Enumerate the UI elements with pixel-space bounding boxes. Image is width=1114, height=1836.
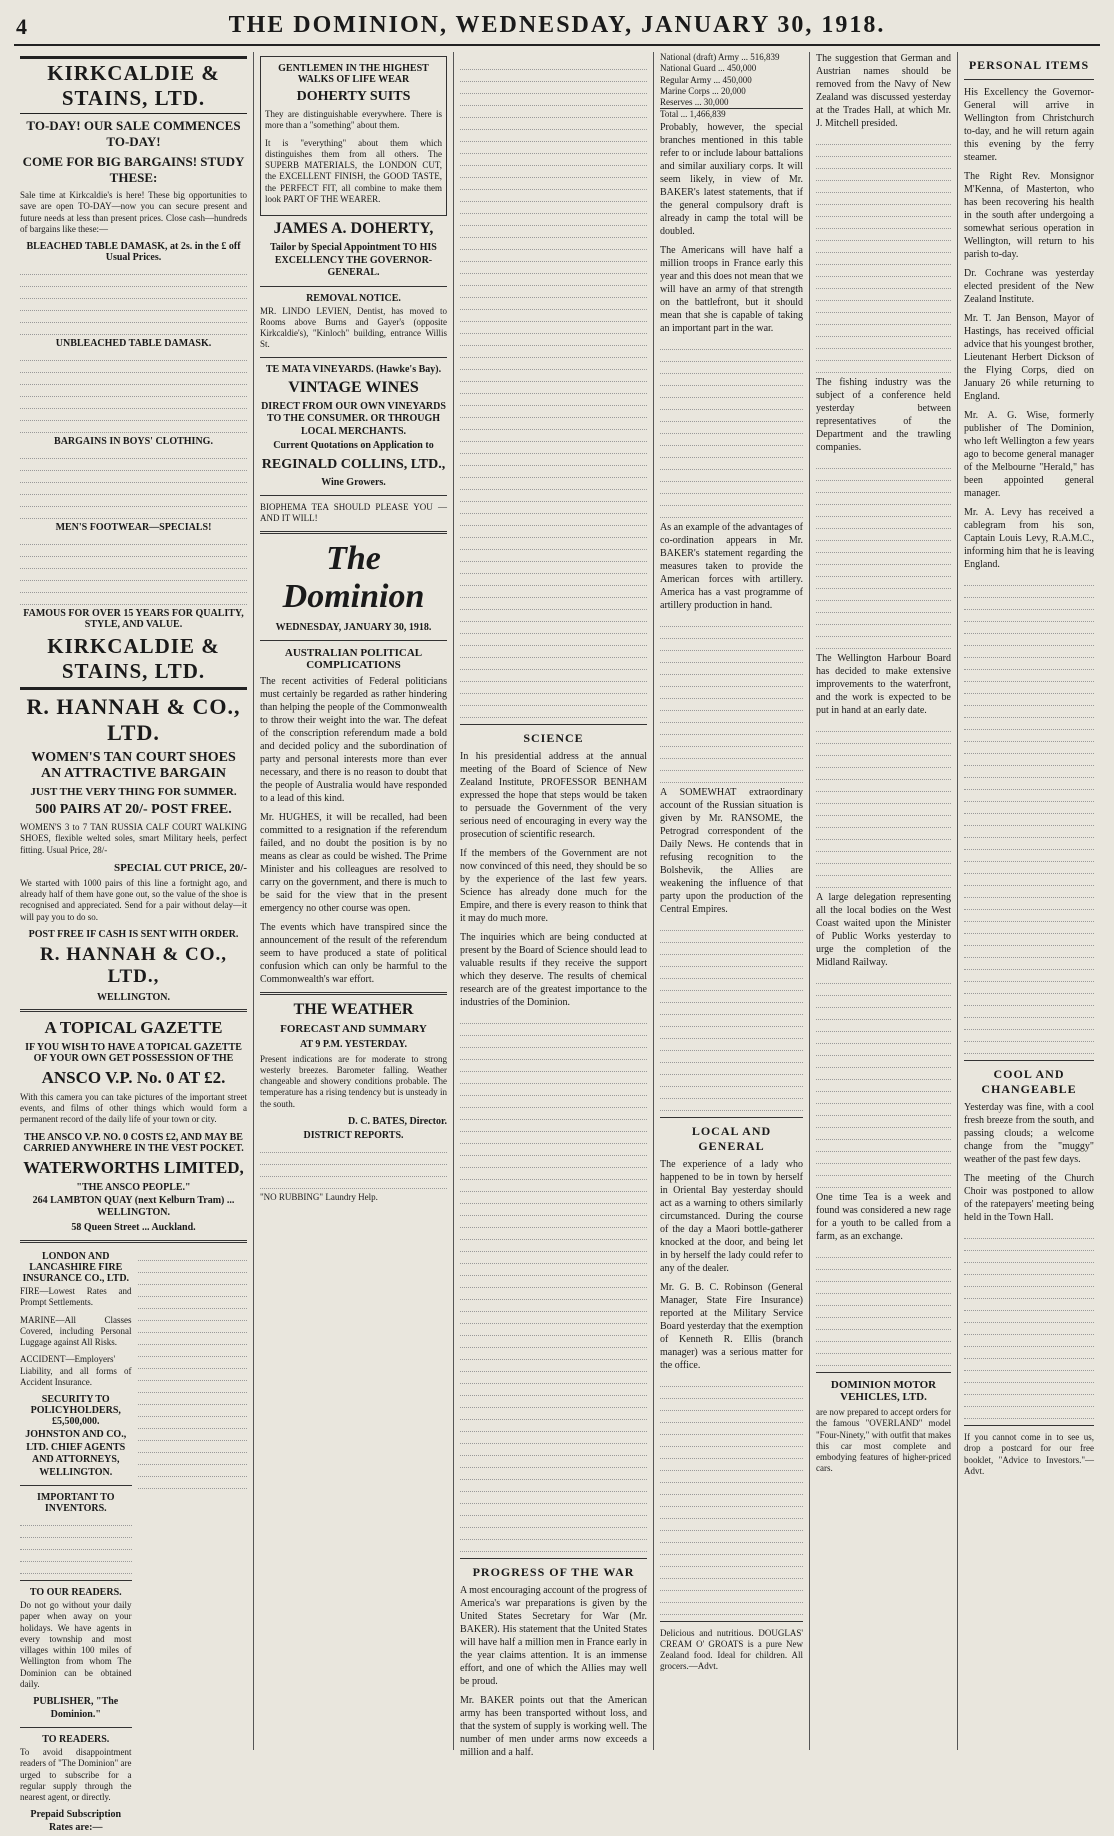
readers-2-text: To avoid disappointment readers of "The Dominion" are urged to subscribe for a regular supply through the nearest agent, or directly. [20,1747,132,1802]
tea-ad: BIOPHEMA TEA SHOULD PLEASE YOU —AND IT WILL! [260,502,447,524]
readers-title: TO OUR READERS. [29,1587,122,1598]
science-text-2: If the members of the Government are not now convinced of this need, they should be so by the experience of the last few years. Science has already done much for the Empire, and there is every reason to think that it may do much more. [460,848,647,924]
personal-text-6: Mr. A. Levy has received a cablegram from his son, Captain Louis Levy, R.A.M.C., informing him that he is leaving England. [964,507,1094,570]
subscription-rates: Prepaid Subscription Rates are:— [30,1809,122,1833]
progress-title: PROGRESS OF THE WAR [472,1565,635,1579]
vineyards: TE MATA VINEYARDS. (Hawke's Bay). [265,363,442,375]
doherty-text-2: It is "everything" about them which distinguishes them from all others. The SUPERB MATERIALS, the LONDON CUT, the EXCELLENT FINISH, the GOOD TASTE, the PERFECT FIT, all combine to make them look PART OF THE WEARER. [265,137,442,204]
waterworths-title: WATERWORTHS LIMITED, [23,1157,244,1177]
col4-text-4: A SOMEWHAT extraordinary account of the Russian situation is given by Mr. RANSOME, the Petrograd correspondent of the Daily News. He contends that in refusing recognition to the Bolshevik, the Allies are weakening the influence of that party upon the production of the Central Empires. [660,786,803,915]
hannah-sub: JUST THE VERY THING FOR SUMMER. [30,786,237,798]
removal-text: MR. LINDO LEVIEN, Dentist, has moved to Rooms above Burns and Gayer's (opposite Kirkcaldie's), "Kinloch" building, entrance Willis St. [260,305,447,350]
no-rubbing: "NO RUBBING" Laundry Help. [260,1192,378,1203]
table-row: Total ... 1,466,839 [660,108,803,120]
hannah-pairs: 500 PAIRS AT 20/- POST FREE. [35,802,232,817]
col4-text-3: As an example of the advantages of co-ordination appears in Mr. BAKER's statement regarding the measures taken to provide the American forces with artillery. America has a vast programme of artillery production in hand. [660,521,803,611]
column-1 [14,52,254,1833]
dominion-logo: The Dominion [282,539,425,615]
local-text-2: Mr. G. B. C. Robinson (General Manager, State Fire Insurance) reported at the Military Service Board yesterday that the exemption of Kenneth R. Ellis (branch manager) was a serious matter for the office. [660,1281,803,1371]
hannah-title-2: R. HANNAH & CO., LTD., [40,943,227,987]
ansco-line: ANSCO V.P. No. 0 AT £2. [41,1067,226,1087]
column-6 [958,52,1100,1750]
cocoa-ad: Delicious and nutritious. DOUGLAS' CREAM O' GROATS is a pure New Zealand food. Ideal for children. All grocers.—Advt. [660,1627,803,1672]
cool-text-2: The meeting of the Church Choir was postponed to allow of the ratepayers' meeting being held in the Town Hall. [964,1173,1094,1223]
motor-title: DOMINION MOTOR VEHICLES, LTD. [830,1379,937,1403]
waterworths-address-2: 58 Queen Street ... Auckland. [71,1221,196,1233]
kirkcaldie-sub-4: MEN'S FOOTWEAR—SPECIALS! [55,522,212,533]
column-4 [654,52,810,1750]
ansco-text-2: THE ANSCO V.P. NO. 0 COSTS £2, AND MAY BE CARRIED ANYWHERE IN THE VEST POCKET. [23,1131,244,1154]
table-row: Regular Army ... 450,000 [660,74,752,85]
weather-sign: D. C. BATES, Director. [348,1115,447,1127]
column-5 [810,52,958,1750]
reginald-collins: REGINALD COLLINS, LTD., [261,456,446,472]
insurance-title: LONDON AND LANCASHIRE FIRE INSURANCE CO., LTD. [22,1251,130,1284]
col5-text-3: The Wellington Harbour Board has decided to make extensive improvements to the waterfront, and the work is expected to be put in hand at an early date. [816,653,951,716]
doherty-text: They are distinguishable everywhere. There is more than a "something" about them. [265,109,442,131]
hannah-title: R. HANNAH & CO., LTD. [26,694,241,745]
army-table [660,52,803,121]
personal-text-5: Mr. A. G. Wise, formerly publisher of The Dominion, who left Wellington a few years ago to become general manager of the Melbourne "Herald," has been appointed general manager. [964,410,1094,499]
col5-text-5: One time Tea is a week and found was considered a new rage for a youth to be called from a farm, as an exchange. [816,1192,951,1242]
progress-text: A most encouraging account of the progress of America's war preparations is given by the United States Secretary for War (Mr. BAKER). His statement that the United States will have half a million men in France early in the year claims attention. It is an immense effort, and one of which the Allies may well be proud. [460,1585,647,1687]
table-row: Reserves ... 30,000 [660,97,729,107]
progress-text-2: Mr. BAKER points out that the American army has been transported without loss, and that the system of supply is working well. The number of men under arms now exceeds a million and a half. [460,1695,647,1758]
col4-text-2: The Americans will have half a million troops in France early this year and this does not mean that we will have an army of that strength on the battlefront, but it should mean that she is capable of taking an important part in the war. [660,244,804,334]
vintage-text: DIRECT FROM OUR OWN VINEYARDS TO THE CONSUMER. OR THROUGH LOCAL MERCHANTS. [261,400,446,437]
kirkcaldie-headline-1: TO-DAY! OUR SALE COMMENCES TO-DAY! [26,118,241,149]
waterworths-address: 264 LAMBTON QUAY (next Kelburn Tram) ... WELLINGTON. [32,1194,235,1218]
inventors-title: IMPORTANT TO INVENTORS. [36,1492,115,1514]
kirkcaldie-title: KIRKCALDIE & STAINS, LTD. [20,56,247,114]
cool-changeable-title: COOL AND CHANGEABLE [981,1067,1077,1096]
weather-sub: FORECAST AND SUMMARY [280,1023,427,1035]
kirkcaldie-headline-2: COME FOR BIG BARGAINS! STUDY THESE: [22,154,245,185]
local-general-title: LOCAL AND GENERAL [691,1123,772,1153]
district-reports: DISTRICT REPORTS. [303,1130,404,1142]
masthead [14,10,1100,46]
topical-title: A TOPICAL GAZETTE [44,1017,223,1037]
readers-text: Do not go without your daily paper when away on your holidays. We have agents in every township and most villages within 100 miles of Wellington from whom The Dominion can be obtained daily. [20,1600,132,1689]
weather-time: AT 9 P.M. YESTERDAY. [299,1039,408,1050]
local-text: The experience of a lady who happened to be in town by herself in Oriental Bay yesterday should act as a warning to others similarly circumstanced. During the course of the day a Maori bottle-gatherer knocked at the door, and being let in by herself the lady could refer to any of the dealer. [660,1158,803,1274]
science-title: SCIENCE [523,731,584,745]
hannah-text: WOMEN'S 3 to 7 TAN RUSSIA CALF COURT WALKING SHOES, flexible welted soles, smart Military heels, perfect fitting. Usual Price, 28/- [20,822,247,855]
topical-text: IF YOU WISH TO HAVE A TOPICAL GAZETTE OF YOUR OWN GET POSSESSION OF THE [25,1041,242,1064]
personal-text-3: Dr. Cochrane was yesterday elected president of the New Zealand Institute. [964,268,1094,305]
kirkcaldie-footer: FAMOUS FOR OVER 15 YEARS FOR QUALITY, STYLE, AND VALUE. [23,608,244,630]
table-row: National Guard ... 450,000 [660,63,757,74]
personal-text-2: The Right Rev. Monsignor M'Kenna, of Masterton, who has been recovering his health in the south after undergoing a somewhat serious operation in Wellington, will return to his parish to-day. [964,171,1094,260]
cool-text: Yesterday was fine, with a cool fresh breeze from the south, and passing clouds; a welcome change from the "muggy" weather of the past few days. [964,1102,1094,1165]
personal-text: His Excellency the Governor-General will arrive in Wellington from Christchurch to-day, and he will return again this evening by the ferry steamer. [964,87,1094,163]
price-lists: Current Quotations on Application to [273,440,434,451]
vintage-wines: VINTAGE WINES [288,378,419,396]
science-text-3: The inquiries which are being conducted at present by the Board of Science should lead to valuable results if they receive the support which they deserve. The results of chemical research are of the greatest importance to the industries of the Dominion. [460,932,647,1008]
hannah-headline: WOMEN'S TAN COURT SHOES AN ATTRACTIVE BARGAIN [31,750,236,781]
james-doherty: JAMES A. DOHERTY, [273,220,434,237]
kirkcaldie-sub-2: UNBLEACHED TABLE DAMASK. [55,338,212,349]
insurance-security: SECURITY TO POLICYHOLDERS, £5,500,000. [30,1394,121,1427]
page-number: 4 [16,14,27,39]
column-2 [254,52,454,1750]
kirkcaldie-sub-3: BARGAINS IN BOYS' CLOTHING. [54,436,213,447]
hannah-post: POST FREE IF CASH IS SENT WITH ORDER. [28,928,239,940]
personal-text-4: Mr. T. Jan Benson, Mayor of Hastings, has received official advice that his youngest brother, Lieutenant Herbert Dickson of the Flying Corps, died on January 26 while returning to England. [964,313,1094,402]
wine-growers: Wine Growers. [321,476,386,488]
col5-text-2: The fishing industry was the subject of a conference held yesterday between representatives of the Department and the trawling companies. [816,377,951,453]
gentlemen-title: GENTLEMEN IN THE HIGHEST WALKS OF LIFE WEAR [278,63,429,85]
australian-title: AUSTRALIAN POLITICAL COMPLICATIONS [284,647,423,671]
table-row: National (draft) Army ... 516,839 [660,52,780,62]
motor-text: are now prepared to accept orders for the famous "OVERLAND" model "Four-Ninety," with outfit that makes this car most complete and embodying features of higher-priced cars. [816,1407,951,1474]
insurance-agents: JOHNSTON AND CO., LTD. CHIEF AGENTS AND ATTORNEYS, WELLINGTON. [25,1429,127,1478]
kirkcaldie-sub-1: BLEACHED TABLE DAMASK, at 2s. in the £ off Usual Prices. [26,241,241,263]
james-doherty-sub: Tailor by Special Appointment TO HIS EXCELLENCY THE GOVERNOR-GENERAL. [270,242,437,278]
australian-text-3: The events which have transpired since the announcement of the result of the referendum seem to have produced a state of political confusion which can only be harmful to the Commonwealth's war effort. [260,922,447,985]
footer-ad: If you cannot come in to see us, drop a postcard for our free booklet, "Advice to Investors."—Advt. [964,1432,1094,1476]
science-text: In his presidential address at the annual meeting of the Board of Science of New Zealand Institute, PROFESSOR BENHAM expressed the hope that steps would be taken to persuade the Government of the very serious need of encouraging in every way the prosecution of scientific research. [460,751,647,840]
masthead-title: THE DOMINION, WEDNESDAY, JANUARY 30, 1918. [228,12,886,38]
editorial-date: WEDNESDAY, JANUARY 30, 1918. [275,621,432,633]
col5-text-1: The suggestion that German and Austrian names should be removed from the Navy of New Zealand was discussed yesterday at the Trades Hall, at which Mr. J. Mitchell presided. [816,53,951,129]
hannah-text-2: We started with 1000 pairs of this line a fortnight ago, and already half of them have gone out, so the value of the shoe is recognised and appreciated. Send for a pair without delay—it will pay you to do so. [20,877,247,922]
kirkcaldie-title-2: KIRKCALDIE & STAINS, LTD. [20,634,247,690]
waterworths-sub: "THE ANSCO PEOPLE." [76,1181,191,1193]
removal-notice: REMOVAL NOTICE. [306,292,401,304]
weather-text: Present indications are for moderate to strong westerly breezes. Barometer falling. Weather changeable and showery conditions probable. The temperature has a rising tendency but is unsteady in the south. [260,1053,447,1109]
hannah-special: SPECIAL CUT PRICE, 20/- [113,861,247,874]
hannah-location: WELLINGTON. [97,991,170,1003]
col5-text-4: A large delegation representing all the local bodies on the West Coast waited upon the Minister of Public Works yesterday to urge the completion of the Midland Railway. [816,892,951,968]
publisher: PUBLISHER, "The Dominion." [33,1696,119,1720]
weather-title: THE WEATHER [293,1001,414,1018]
col4-intro: Probably, however, the special branches mentioned in this table refer to or include labour battalions and similar auxiliary corps. It will seem likely, in view of Mr. BAKER's latest statements, that if the general compulsory draft is already in camp the total will be doubled. [660,121,803,237]
australian-text: The recent activities of Federal politicians must certainly be regarded as rather hindering than helping the people of the Commonwealth to throw their weight into the war. The defeat of the conscription referendum made a bold and decided policy and the subordination of party and personal interests more than ever necessary, and there is no reason to doubt that the people of Australia would have responded to a lead of this kind. [260,676,447,804]
column-3 [454,52,654,1758]
australian-text-2: Mr. HUGHES, it will be recalled, had been committed to a resignation if the referendum failed, and no doubt the position is by no means as clear as could be wished. The Prime Minister and his colleagues are resolved to carry on the government, and there is much to be said for the view that in the present emergency no other course was open. [260,812,447,914]
table-row: Marine Corps ... 20,000 [660,85,746,96]
insurance-marine: MARINE—All Classes Covered, including Personal Luggage against All Risks. [20,1314,132,1347]
insurance-accident: ACCIDENT—Employers' Liability, and all forms of Accident Insurance. [20,1354,132,1387]
insurance-fire: FIRE—Lowest Rates and Prompt Settlements. [20,1286,132,1308]
readers-2-title: TO READERS. [42,1734,110,1745]
doherty-suits: DOHERTY SUITS [296,89,411,104]
ansco-text: With this camera you can take pictures of the important street events, and films of other things which would form a permanent record of the daily life of your town or city. [20,1091,247,1125]
personal-items-title: PERSONAL ITEMS [968,58,1090,72]
kirkcaldie-intro: Sale time at Kirkcaldie's is here! These big opportunities to save are open TO-DAY—now you can secure present and future needs at less than present prices. Close cash—hundreds of bargains like these:— [20,190,247,234]
